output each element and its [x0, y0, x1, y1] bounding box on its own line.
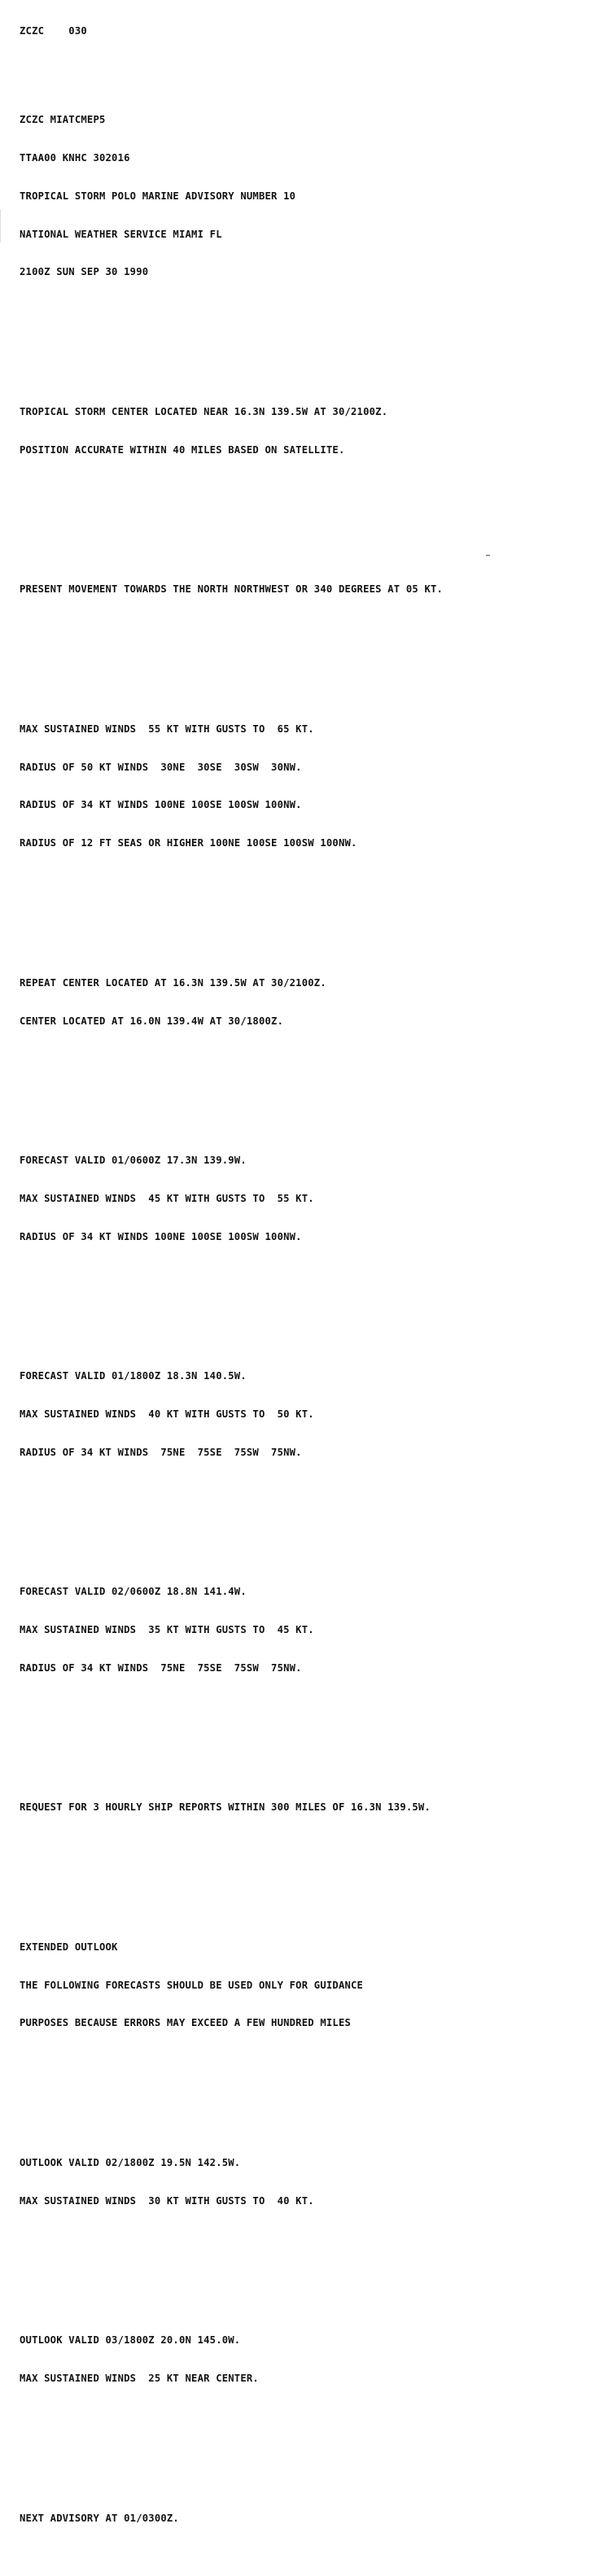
scan-edge-mark	[0, 210, 1, 242]
text-line: REQUEST FOR 3 HOURLY SHIP REPORTS WITHIN 300 MILES OF 16.3N 139.5W.	[20, 1801, 431, 1814]
blank-line	[20, 508, 589, 521]
blank-line	[20, 1295, 589, 1308]
section-outlook-2	[20, 2309, 589, 2411]
text-line: NATIONAL WEATHER SERVICE MIAMI FL	[20, 228, 222, 240]
text-line: MAX SUSTAINED WINDS 40 KT WITH GUSTS TO 50 KT.	[20, 1408, 314, 1420]
text-line: PURPOSES BECAUSE ERRORS MAY EXCEED A FEW HUNDRED MILES	[20, 2017, 352, 2029]
text-line: MAX SUSTAINED WINDS 25 KT NEAR CENTER.	[20, 2373, 259, 2385]
text-line: MAX SUSTAINED WINDS 30 KT WITH GUSTS TO 40 KT.	[20, 2194, 314, 2207]
issue-time: 2100Z SUN SEP 30 1990	[20, 266, 149, 278]
text-line: EXTENDED OUTLOOK	[20, 1941, 118, 1953]
text-line: MAX SUSTAINED WINDS 55 KT WITH GUSTS TO 65 KT.	[20, 723, 314, 735]
section-next-advisory	[20, 2486, 589, 2550]
section-heading	[20, 89, 589, 304]
blank-line	[20, 1865, 589, 1878]
section-forecast-1	[20, 1129, 589, 1269]
text-line: RADIUS OF 34 KT WINDS 100NE 100SE 100SW 100NW.	[20, 799, 302, 811]
text-line: POSITION ACCURATE WITHIN 40 MILES BASED ON SATELLITE.	[20, 443, 345, 456]
section-current-winds	[20, 698, 589, 875]
advisory-title: TROPICAL STORM POLO MARINE ADVISORY NUMBER 10	[20, 190, 296, 202]
blank-line	[20, 330, 589, 343]
section-repeat-center	[20, 952, 589, 1054]
section-outlook-1	[20, 2132, 589, 2233]
advisory-document	[20, 0, 589, 2576]
transmission-header: ZCZC 030	[20, 25, 87, 37]
section-present-movement	[20, 558, 589, 622]
text-line: RADIUS OF 50 KT WINDS 30NE 30SE 30SW 30NW.	[20, 761, 302, 773]
text-line: OUTLOOK VALID 03/1800Z 20.0N 145.0W.	[20, 2334, 241, 2347]
text-line: FORECAST VALID 01/1800Z 18.3N 140.5W.	[20, 1370, 247, 1382]
blank-line	[20, 901, 589, 914]
text-line: OUTLOOK VALID 02/1800Z 19.5N 142.5W.	[20, 2156, 241, 2168]
text-line: FORECAST VALID 01/0600Z 17.3N 139.9W.	[20, 1155, 247, 1167]
text-line: REPEAT CENTER LOCATED AT 16.3N 139.5W AT 30/2100Z.	[20, 976, 326, 989]
text-line: FORECAST VALID 02/0600Z 18.8N 141.4W.	[20, 1586, 247, 1598]
text-line: THE FOLLOWING FORECASTS SHOULD BE USED ONLY FOR GUIDANCE	[20, 1979, 364, 1991]
blank-line	[20, 2080, 589, 2094]
text-line: RADIUS OF 12 FT SEAS OR HIGHER 100NE 100SE 100SW 100NW.	[20, 837, 357, 849]
text-line: CENTER LOCATED AT 16.0N 139.4W AT 30/1800Z.	[20, 1015, 284, 1027]
section-extended-outlook	[20, 1916, 589, 2056]
text-line: RADIUS OF 34 KT WINDS 75NE 75SE 75SW 75NW.	[20, 1446, 302, 1458]
blank-line	[20, 2436, 589, 2449]
print-smudge	[486, 555, 490, 556]
text-line: PRESENT MOVEMENT TOWARDS THE NORTH NORTHWEST OR 340 DEGREES AT 05 KT.	[20, 583, 444, 596]
blank-line	[20, 647, 589, 660]
section-ship-reports	[20, 1776, 589, 1840]
section-center-location	[20, 381, 589, 482]
blank-line	[20, 2259, 589, 2272]
text-line: MAX SUSTAINED WINDS 45 KT WITH GUSTS TO 55 KT.	[20, 1192, 314, 1204]
text-line: TROPICAL STORM CENTER LOCATED NEAR 16.3N 139.5W AT 30/2100Z.	[20, 406, 388, 417]
text-line: RADIUS OF 34 KT WINDS 75NE 75SE 75SW 75NW.	[20, 1661, 302, 1674]
text-line: RADIUS OF 34 KT WINDS 100NE 100SE 100SW 100NW.	[20, 1230, 302, 1242]
text-line: NEXT ADVISORY AT 01/0300Z.	[20, 2512, 179, 2524]
text-line: ZCZC MIATCMEP5	[20, 114, 106, 126]
text-line: MAX SUSTAINED WINDS 35 KT WITH GUSTS TO 45 KT.	[20, 1624, 314, 1635]
blank-line	[20, 1078, 589, 1091]
blank-line	[20, 1726, 589, 1739]
text-line: TTAA00 KNHC 302016	[20, 152, 130, 164]
section-forecast-2	[20, 1345, 589, 1485]
section-forecast-3	[20, 1561, 589, 1701]
blank-line	[20, 1510, 589, 1523]
